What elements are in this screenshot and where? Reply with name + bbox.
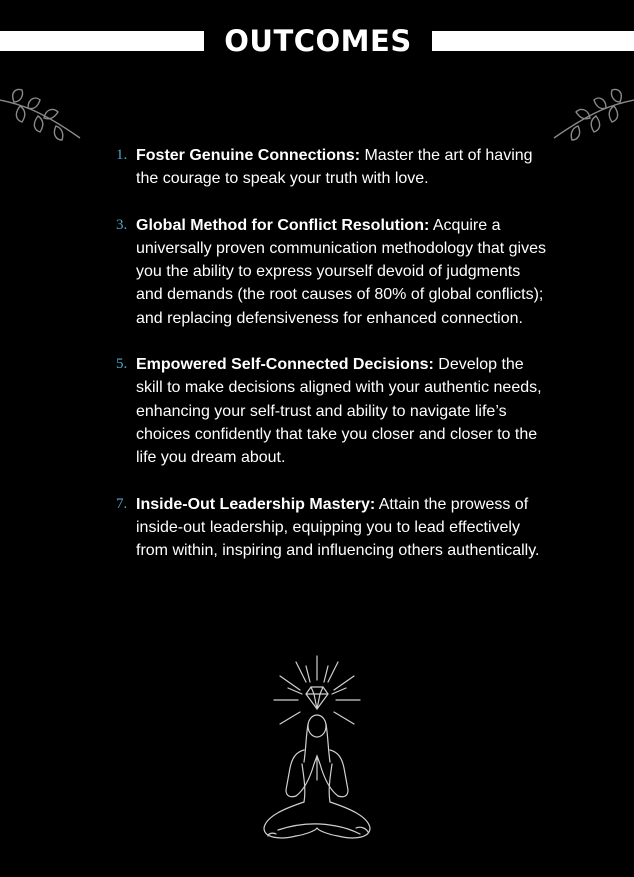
section-header (0, 26, 634, 56)
item-title: Empowered Self-Connected Decisions: (136, 356, 434, 374)
header-bar-right (432, 31, 634, 51)
page-title: OUTCOMES (224, 24, 412, 58)
item-number: 3. (116, 216, 128, 233)
item-title: Global Method for Conflict Resolution: (136, 216, 430, 234)
olive-branch-icon (0, 86, 84, 144)
item-body: Acquire a universally proven communication methodology that gives you the ability to express yourself devoid of judgments and demands (the root causes of 80% of global conflicts); and replacing defensiveness for enhanced connection. (136, 216, 546, 327)
list-item (116, 493, 546, 563)
list-item (116, 353, 546, 469)
item-title: Foster Genuine Connections: (136, 147, 361, 164)
olive-branch-icon (550, 86, 634, 144)
item-body: Attain the prowess of inside-out leadership, equipping you to lead effectively from within, inspiring and influencing others authentically. (136, 495, 540, 560)
item-number: 7. (116, 495, 128, 512)
meditating-woman-icon (256, 652, 378, 852)
list-item (116, 144, 546, 191)
outcomes-list (116, 144, 546, 585)
header-bar-left (0, 31, 204, 51)
item-body: Master the art of having the courage to speak your truth with love. (136, 147, 533, 188)
list-item (116, 214, 546, 330)
item-number: 1. (116, 147, 128, 163)
item-number: 5. (116, 356, 128, 373)
item-body: Develop the skill to make decisions aligned with your authentic needs, enhancing your self-trust and ability to navigate life’s choices confidently that take you closer and closer to the life you dream about. (136, 356, 542, 467)
item-title: Inside-Out Leadership Mastery: (136, 495, 376, 513)
